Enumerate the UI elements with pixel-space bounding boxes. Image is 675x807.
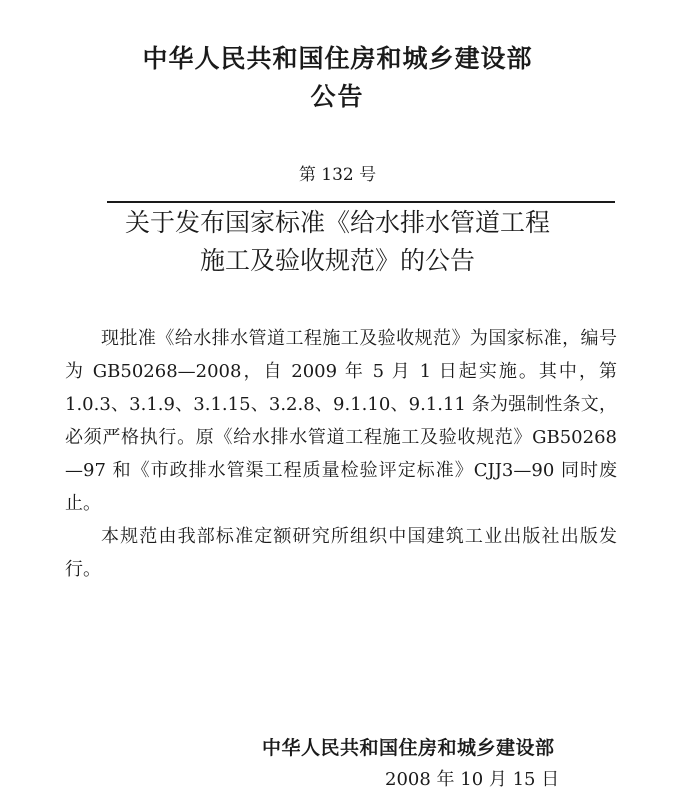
announcement-title [0,204,675,280]
title-line-2: 施工及验收规范》的公告 [199,246,475,275]
announcement-number: 第 132 号 [298,165,377,185]
issuing-authority-heading: 中华人民共和国住房和城乡建设部 [142,44,533,73]
announcement-body [65,322,617,586]
document-type-heading: 公告 [310,82,365,111]
title-divider [107,201,615,203]
title-line-1: 关于发布国家标准《给水排水管道工程 [124,208,550,237]
signature-date: 2008 年 10 月 15 日 [385,769,560,790]
body-paragraph-2: 本规范由我部标准定额研究所组织中国建筑工业出版社出版发行。 [65,526,617,580]
body-paragraph-1: 现批准《给水排水管道工程施工及验收规范》为国家标准，编号为 GB50268—2008，自 2009 年 5 月 1 日起实施。其中，第 1.0.3、3.1.9、3.1.15、3.2.8、9.1.10、9.1.11 条为强制性条文，必须严格执行。原《给水排水管道工程施工及验收规范》GB50268—97 和《市政排水管渠工程质量检验评定标准》CJJ3—90 同时废止。 [65,328,617,514]
signature-authority: 中华人民共和国住房和城乡建设部 [262,737,555,759]
